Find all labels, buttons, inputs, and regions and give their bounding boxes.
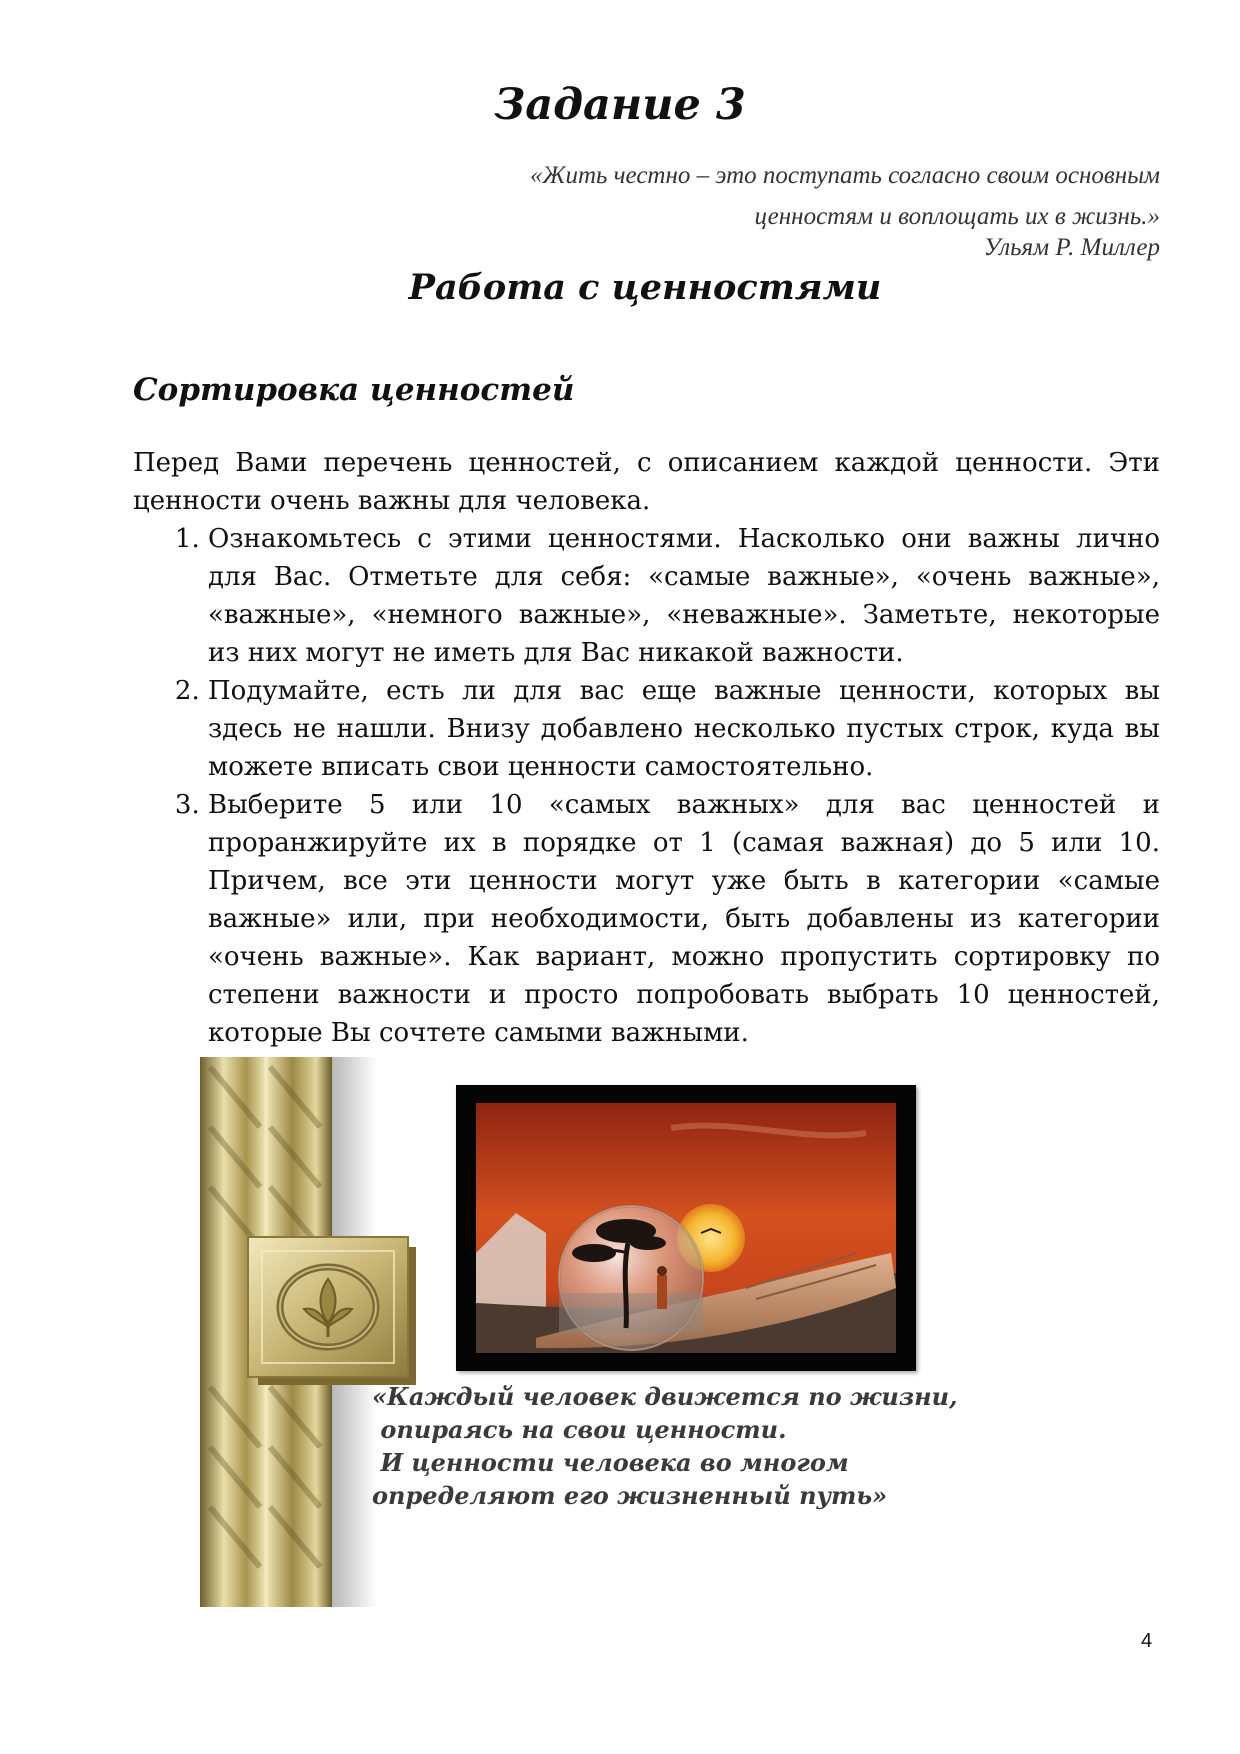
sunset-sphere-image xyxy=(476,1103,896,1353)
illustration-block xyxy=(200,1057,980,1607)
intro-paragraph: Перед Вами перечень ценностей, с описанием каждой ценности. Эти ценности очень важны для человека. xyxy=(133,448,1160,516)
figure-quote xyxy=(372,1380,992,1512)
figure-quote-line-3: И ценности человека во многом xyxy=(372,1448,849,1477)
epigraph-line-2: ценностям и воплощать их в жизнь.» xyxy=(754,203,1160,230)
epigraph-author: Ульям Р. Миллер xyxy=(983,234,1160,261)
sunset-photo-frame xyxy=(456,1085,916,1371)
instruction-list xyxy=(133,520,1160,1052)
instruction-step-3: 3. Выберите 5 или 10 «самых важных» для вас ценностей и проранжируйте их в порядке от 1 (самая важная) до 5 или 10. Причем, все эти ценности могут уже быть в категории «самые важные» или, при необходимости, быть добавлены из категории «очень важные». Как вариант, можно пропустить сортировку по степени важности и просто попробовать выбрать 10 ценностей, которые Вы сочтете самыми важными. xyxy=(208,786,1160,1052)
figure-quote-line-2: опираясь на свои ценности. xyxy=(372,1415,787,1444)
page-number: 4 xyxy=(1141,1630,1153,1652)
golden-column-ornament xyxy=(200,1057,420,1607)
figure-quote-line-4: определяют его жизненный путь» xyxy=(372,1481,888,1510)
subsection-title: Сортировка ценностей xyxy=(133,372,575,408)
instruction-step-1: 1. Ознакомьтесь с этими ценностями. Насколько они важны лично для Вас. Отметьте для себя: «самые важные», «очень важные», «важные», «немного важные», «неважные». Заметьте, некоторые из них могут не иметь для Вас никакой важности. xyxy=(208,520,1160,672)
task-title: Задание 3 xyxy=(494,80,746,130)
section-title: Работа с ценностями xyxy=(408,267,882,308)
epigraph-line-1: «Жить честно – это поступать согласно своим основным xyxy=(530,162,1160,189)
body-content xyxy=(133,444,1160,1052)
instruction-step-2: 2. Подумайте, есть ли для вас еще важные ценности, которых вы здесь не нашли. Внизу добавлено несколько пустых строк, куда вы можете вписать свои ценности самостоятельно. xyxy=(208,672,1160,786)
figure-quote-line-1: «Каждый человек движется по жизни, xyxy=(372,1382,958,1411)
epigraph xyxy=(400,158,1160,262)
